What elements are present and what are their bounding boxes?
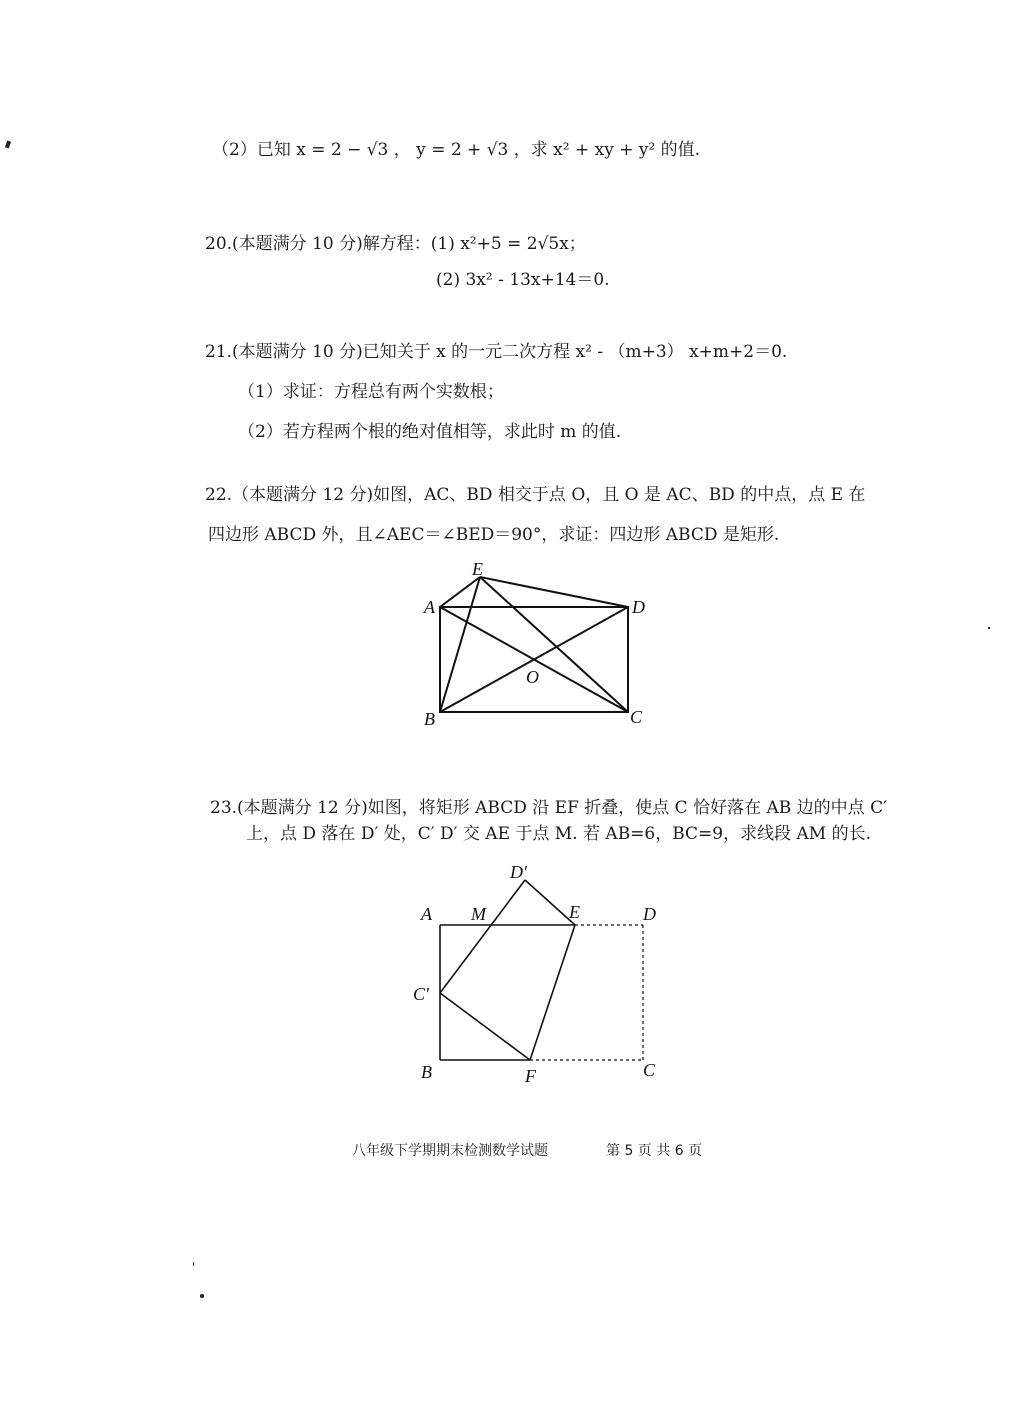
question-22-line-2: 四边形 ABCD 外，且∠AEC＝∠BED＝90°，求证：四边形 ABCD 是矩形. (208, 525, 780, 545)
question-20-line-1: 20.(本题满分 10 分)解方程：(1) x²+5 = 2√5x； (205, 234, 586, 254)
label-b: B (421, 1062, 432, 1082)
question-19-part-2: （2）已知 x = 2 − √3 ， y = 2 + √3 ，求 x² + xy + y² 的值. (212, 140, 701, 160)
label-c: C (643, 1060, 656, 1080)
label-a: A (421, 904, 432, 924)
label-o: O (526, 667, 539, 687)
label-c-prime: C′ (413, 984, 429, 1004)
scan-speck (5, 141, 11, 149)
label-d: D (632, 597, 645, 617)
label-b: B (424, 709, 435, 729)
question-20-line-2: (2) 3x² - 13x+14＝0. (436, 270, 610, 290)
question-22-line-1: 22.（本题满分 12 分)如图，AC、BD 相交于点 O，且 O 是 AC、BD 的中点，点 E 在 (205, 485, 866, 505)
figure-22-rectangle (410, 555, 660, 735)
footer-title: 八年级下学期期末检测数学试题 (352, 1143, 548, 1159)
question-23-line-1: 23.(本题满分 12 分)如图，将矩形 ABCD 沿 EF 折叠，使点 C 恰好落在 AB 边的中点 C′ (210, 798, 887, 818)
label-e: E (569, 902, 580, 922)
figure-23-folded-rectangle (405, 860, 675, 1085)
scan-speck (200, 1294, 204, 1298)
question-21-line-2: （1）求证：方程总有两个实数根； (238, 382, 504, 402)
label-m: M (471, 904, 486, 924)
label-f: F (525, 1066, 536, 1085)
footer-page-number: 第 5 页 共 6 页 (606, 1143, 703, 1159)
label-d: D (643, 904, 656, 924)
label-c: C (630, 707, 643, 727)
scan-speck (988, 627, 990, 629)
scan-speck (193, 1262, 194, 1266)
label-d-prime: D′ (510, 862, 527, 882)
label-e: E (472, 559, 483, 579)
label-a: A (424, 597, 435, 617)
question-23-line-2: 上，点 D 落在 D′ 处，C′ D′ 交 AE 于点 M. 若 AB=6，BC=9，求线段 AM 的长. (246, 824, 872, 844)
question-21-line-1: 21.(本题满分 10 分)已知关于 x 的一元二次方程 x² - （m+3） x+m+2＝0. (205, 342, 788, 362)
question-21-line-3: （2）若方程两个根的绝对值相等，求此时 m 的值. (238, 422, 622, 442)
